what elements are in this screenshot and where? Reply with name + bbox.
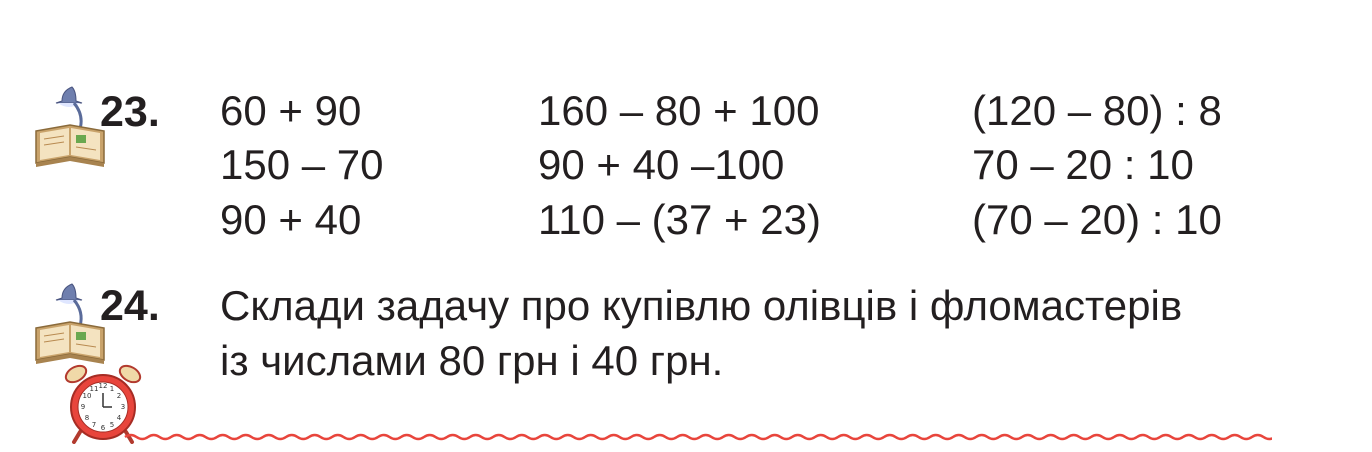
svg-text:7: 7 xyxy=(91,421,97,429)
expression: 110 – (37 + 23) xyxy=(538,196,821,243)
expression: 90 + 40 –100 xyxy=(538,141,785,188)
expression: (70 – 20) : 10 xyxy=(972,196,1222,243)
exercise-number: 23. xyxy=(100,88,160,136)
expression: 160 – 80 + 100 xyxy=(538,87,820,134)
svg-text:8: 8 xyxy=(84,414,90,422)
svg-text:5: 5 xyxy=(109,421,115,429)
task-text-line: Склади задачу про купівлю олівців і фломастерів xyxy=(220,282,1183,329)
svg-text:3: 3 xyxy=(120,403,126,411)
wavy-divider xyxy=(124,428,1272,446)
expression: 90 + 40 xyxy=(220,196,362,243)
svg-text:9: 9 xyxy=(80,403,86,411)
svg-text:6: 6 xyxy=(100,424,106,432)
svg-text:12: 12 xyxy=(98,382,108,390)
exercise-number: 24. xyxy=(100,282,160,330)
expression: 150 – 70 xyxy=(220,141,384,188)
book-lamp-icon xyxy=(32,85,108,171)
svg-text:4: 4 xyxy=(116,414,122,422)
svg-text:2: 2 xyxy=(116,392,122,400)
book-lamp-icon xyxy=(32,282,108,368)
expression: 70 – 20 : 10 xyxy=(972,141,1194,188)
svg-text:11: 11 xyxy=(89,385,99,393)
expression: (120 – 80) : 8 xyxy=(972,87,1222,134)
svg-text:1: 1 xyxy=(109,385,115,393)
task-text-line: із числами 80 грн і 40 грн. xyxy=(220,337,724,384)
expression: 60 + 90 xyxy=(220,87,362,134)
svg-text:10: 10 xyxy=(82,392,92,400)
